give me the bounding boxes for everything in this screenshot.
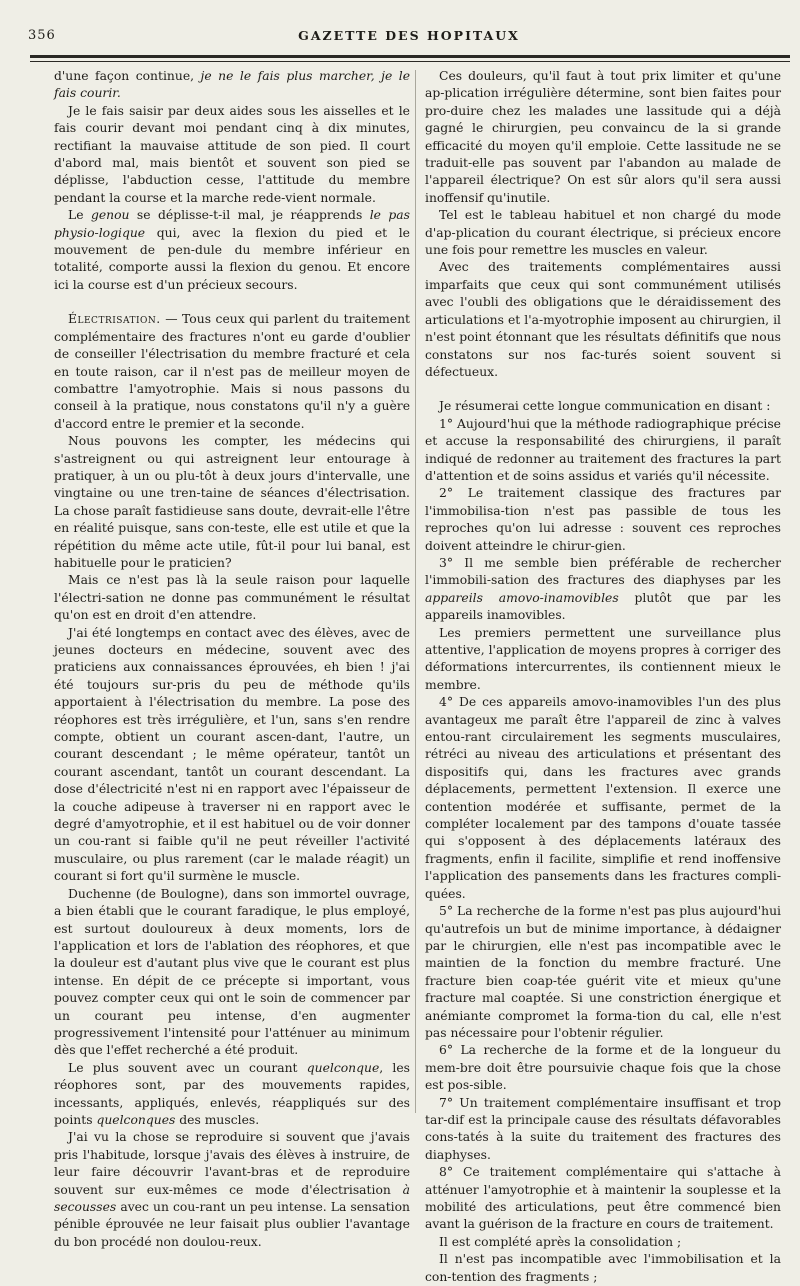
conclusion-item: 3° Il me semble bien préférable de rechercher l'immobili-sation des fractures des diaphyses par les appareils amovo-inamovibles plutôt que par les appareils inamovibles.	[425, 555, 781, 623]
header-rule-thick	[30, 55, 790, 58]
paragraph: Le genou se déplisse-t-il mal, je réapprends le pas physio-logique qui, avec la flexion du pied et le mouvement de pen-dule du membre inférieur en totalité, comporte aussi la flexion du genou. Et encore ici la course est d'un précieux secours.	[54, 208, 410, 292]
section-heading: Électrisation.	[68, 312, 161, 327]
paragraph: Il n'est pas incompatible avec l'immobilisation et la con-tention des fragments ;	[425, 1252, 781, 1284]
paragraph: Le plus souvent avec un courant quelconque, les réophores sont, par des mouvements rapides, incessants, appliqués, enlevés, réappliqués sur des points quelconques des muscles.	[54, 1060, 411, 1127]
header-rule-thin	[30, 61, 790, 62]
emphasis: quelconques	[96, 1112, 176, 1127]
paragraph: Les premiers permettent une surveillance plus attentive, l'application de moyens propres à corriger des déformations intercurrentes, ils contiennent mieux le membre.	[425, 625, 781, 692]
paragraph: Il est complété après la consolidation ;	[439, 1234, 682, 1249]
paragraph: Mais ce n'est pas là la seule raison pour laquelle l'électri-sation ne donne pas communément le résultat qu'on est en droit d'en attendre.	[54, 573, 410, 623]
paragraph: d'une façon continue, je ne le fais plus marcher, je le fais courir.	[54, 69, 410, 101]
page-number: 356	[28, 28, 56, 43]
paragraph: Tel est le tableau habituel et non chargé du mode d'ap-plication du courant électrique, si précieux encore une fois pour remettre les muscles en valeur.	[425, 208, 781, 258]
paragraph: Nous pouvons les compter, les médecins qui s'astreignent ou qui astreignent leur entourage à pratiquer, à un ou plu-tôt à deux jours d'intervalle, une vingtaine ou une tren-taine de séances d'électrisation. La chose paraît fastidieuse sans doute, devrait-elle l'être en réalité puisque, sans con-teste, elle est utile et que la répétition du même acte utile, fût-il pour lui banal, est habituelle pour le praticien?	[54, 434, 410, 570]
emphasis: le pas physio-logique	[54, 208, 410, 240]
emphasis: quelconque	[306, 1060, 380, 1075]
paragraph: Je résumerai cette longue communication en disant :	[439, 399, 771, 414]
emphasis: à secousses	[54, 1182, 410, 1214]
conclusion-item: 8° Ce traitement complémentaire qui s'attache à atténuer l'amyotrophie et à maintenir la souplesse et la mobilité des articulations, peut être commencé bien avant la guérison de la fracture en cours de traitement.	[425, 1165, 781, 1232]
emphasis: genou	[90, 208, 130, 223]
paragraph: J'ai été longtemps en contact avec des élèves, avec de jeunes docteurs en médecine, souvent avec des praticiens aux connaissances éprouvées, eh bien ! j'ai été toujours sur-pris du peu de méthode qu'ils apportaient à l'électrisation du membre. La pose des réophores est très irrégulière, et l'un, sans s'en rendre compte, obtient un courant ascen-dant, l'autre, un courant descendant ; le même opérateur, tantôt un courant ascendant, tantôt un courant descendant. La dose d'électricité n'est ni en rapport avec l'épaisseur de la couche adipeuse à traverser ni en rapport avec le degré d'amyotrophie, et il est habituel ou de voir donner un cou-rant si faible qu'il ne peut réveiller l'activité musculaire, ou plus rarement (car le malade réagit) un courant si fort qu'il surmène le muscle.	[54, 625, 410, 884]
left-column	[54, 68, 410, 1251]
conclusion-item: 2° Le traitement classique des fractures par l'immobilisa-tion n'est pas passible de tous les reproches qu'on lui adresse : souvent ces reproches doivent atteindre le chirur-gien.	[425, 486, 781, 553]
conclusion-item: 6° La recherche de la forme et de la longueur du mem-bre doit être poursuivie chaque fois que la chose est pos-sible.	[425, 1043, 781, 1093]
conclusion-item: 5° La recherche de la forme n'est pas plus aujourd'hui qu'autrefois un but de minime importance, à dédaigner par le chirurgien, elle n'est pas incompatible avec le maintien de la fonction du membre fracturé. Une fracture bien coap-tée guérit vite et mieux qu'une fracture mal coaptée. Si une constriction énergique et anémiante compromet la forma-tion du cal, elle n'est pas nécessaire pour l'obtenir régulier.	[425, 904, 781, 1040]
page-header	[28, 28, 790, 50]
conclusion-item: 1° Aujourd'hui que la méthode radiographique précise et accuse la responsabilité des chirurgiens, il paraît indiqué de redonner au traitement des fractures la part d'attention et de soins assidus et variés qu'il nécessite.	[425, 416, 781, 483]
paragraph: Ces douleurs, qu'il faut à tout prix limiter et qu'une ap-plication irrégulière détermine, sont bien faites pour pro-duire chez les malades une lassitude qui a déjà gagné le chirurgien, peu convaincu de la si grande efficacité du moyen qu'il emploie. Cette lassitude ne se traduit-elle pas souvent par l'abandon au malade de l'appareil électrique? On est sûr alors qu'il sera aussi inoffensif qu'inutile.	[425, 69, 781, 205]
paragraph: Duchenne (de Boulogne), dans son immortel ouvrage, a bien établi que le courant faradique, le plus employé, est surtout douloureux à deux moments, lors de l'application et lors de l'ablation des réophores, et que la douleur est d'autant plus vive que le courant est plus intense. En dépit de ce précepte si important, vous pouvez compter ceux qui ont le soin de commencer par un courant peu intense, d'en augmenter progressivement l'intensité pour l'atténuer au minimum dès que l'effet recherché a été produit.	[54, 886, 410, 1058]
paragraph: Avec des traitements complémentaires aussi imparfaits que ceux qui sont communément utilisés avec l'oubli des obligations que le déraidissement des articulations et l'a-myotrophie imposent au chirurgien, il n'est point étonnant que les résultats définitifs que nous constatons sur nos fac-turés soient souvent si défectueux.	[425, 260, 781, 379]
paragraph: Je le fais saisir par deux aides sous les aisselles et le fais courir devant moi pendant cinq à dix minutes, rectifiant la mauvaise attitude de son pied. Il court d'abord mal, mais bientôt et souvent son pied se déplisse, l'abduction cesse, l'attitude du membre pendant la course et la marche rede-vient normale.	[54, 103, 410, 205]
column-divider	[415, 70, 416, 1113]
conclusion-item: 7° Un traitement complémentaire insuffisant et trop tar-dif est la principale cause des résultats défavorables cons-tatés à la suite du traitement des fractures des diaphyses.	[425, 1095, 781, 1162]
journal-title: GAZETTE DES HOPITAUX	[298, 28, 520, 43]
emphasis: je ne le fais plus marcher, je le fais courir.	[54, 69, 410, 101]
paragraph: J'ai vu la chose se reproduire si souvent que j'avais pris l'habitude, lorsque j'avais des élèves à instruire, de leur faire découvrir l'avant-bras et de reproduire souvent sur eux-mêmes ce mode d'électrisation à secousses avec un cou-rant un peu intense. La sensation pénible éprouvée ne leur faisait plus oublier l'avantage du bon procédé non doulou-reux.	[54, 1130, 410, 1249]
emphasis: appareils amovo-inamovibles	[425, 590, 619, 605]
section-paragraph: Électrisation. — Tous ceux qui parlent du traitement complémentaire des fractures n'ont eu garde d'oublier de conseiller l'électrisation du membre fracturé et cela en toute raison, car il n'est pas de meilleur moyen de combattre l'amyotrophie. Mais si nous passons du conseil à la pratique, nous constatons qu'il n'y a guère d'accord entre le premier et la seconde.	[54, 312, 410, 431]
right-column	[425, 68, 781, 1286]
conclusion-item: 4° De ces appareils amovo-inamovibles l'un des plus avantageux me paraît être l'appareil de zinc à valves entou-rant circulairement les segments musculaires, rétréci au niveau des articulations et présentant des dispositifs qui, dans les fractures avec grands déplacements, permettent l'extension. Il exerce une contention modérée et suffisante, permet de la compléter localement par des tampons d'ouate tassée qui s'opposent à des déplacements latéraux des fragments, enfin il facilite, simplifie et rend inoffensive l'application des pansements dans les fractures compli-quées.	[425, 695, 781, 901]
